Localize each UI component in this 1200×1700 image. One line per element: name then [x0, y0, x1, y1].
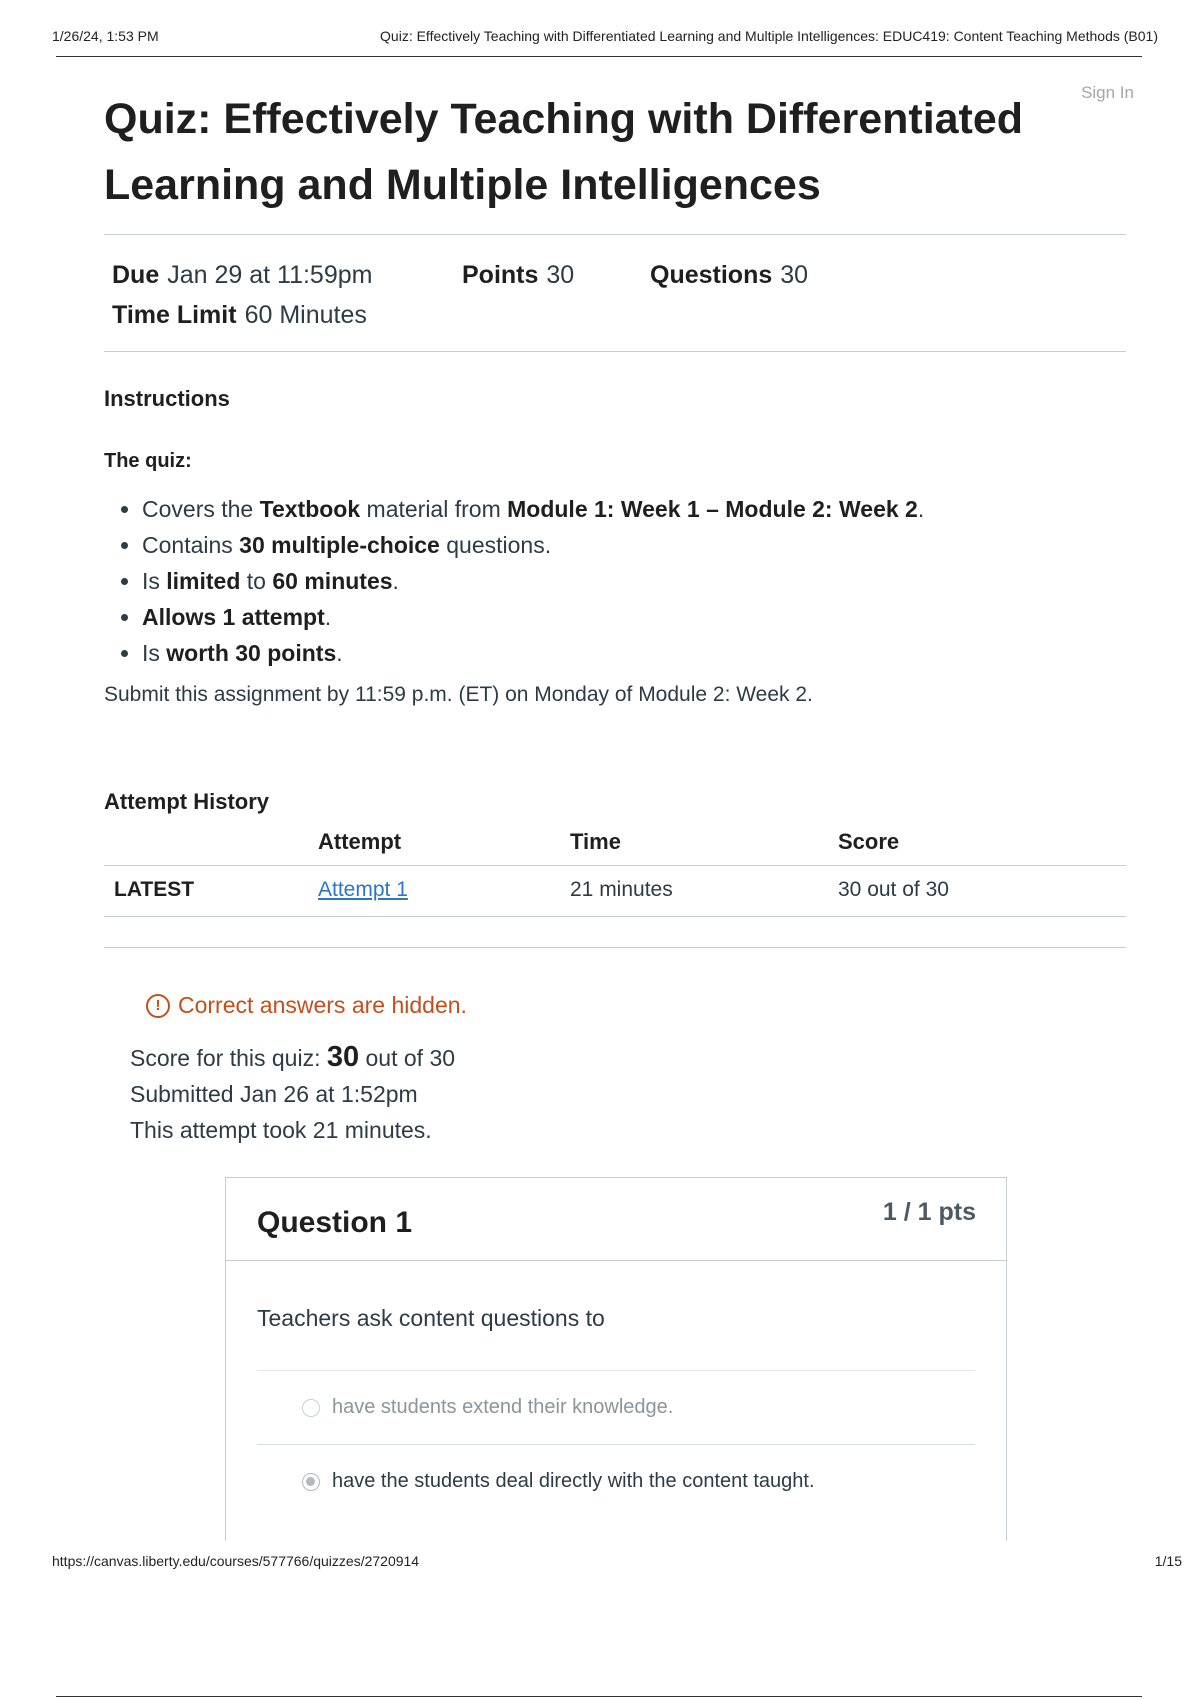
hidden-answers-alert	[146, 992, 1126, 1019]
page-number: 1/15	[1154, 1553, 1182, 1569]
instructions-list	[104, 491, 1126, 671]
question-name: Question 1	[257, 1206, 413, 1239]
alert-text: Correct answers are hidden.	[178, 992, 467, 1018]
list-item: • Allows 1 attempt.	[142, 599, 1126, 635]
score-summary	[130, 1039, 1126, 1148]
answer-option	[257, 1371, 975, 1445]
table-header-row	[104, 829, 1126, 866]
question-card	[225, 1177, 1007, 1541]
radio-selected-icon	[302, 1473, 320, 1491]
attempt-history-heading: Attempt History	[104, 789, 270, 814]
main-content	[104, 86, 1126, 1148]
history-divider	[104, 947, 1126, 948]
question-points: 1 / 1 pts	[882, 1198, 976, 1226]
quiz-score: Score for this quiz: 30 out of 30	[130, 1041, 456, 1073]
list-item: • Contains 30 multiple-choice questions.	[142, 527, 1126, 563]
print-header	[52, 28, 1158, 44]
due-label: Due	[112, 261, 160, 289]
points-info	[462, 255, 650, 295]
meta-divider	[104, 351, 1126, 352]
column-header: Time	[570, 829, 838, 866]
attempt-link[interactable]: Attempt 1	[318, 878, 408, 901]
time-cell: 21 minutes	[570, 866, 838, 917]
score-value: 30	[326, 1041, 360, 1073]
list-item: • Is limited to 60 minutes.	[142, 563, 1126, 599]
questions-info	[650, 255, 808, 295]
list-item: • Is worth 30 points.	[142, 635, 1126, 671]
bottom-divider	[56, 1696, 1142, 1697]
column-header: Attempt	[318, 829, 570, 866]
answer-label: have the students deal directly with the content taught.	[332, 1470, 815, 1492]
quiz-label: The quiz:	[104, 450, 192, 472]
due-value: Jan 29 at 11:59pm	[167, 261, 373, 289]
time-limit-info	[112, 295, 367, 335]
due-info	[112, 255, 462, 295]
page-url: https://canvas.liberty.edu/courses/577766/quizzes/2720914	[52, 1553, 420, 1569]
attempt-history-table	[104, 829, 1126, 917]
header-divider	[56, 56, 1142, 57]
question-header	[226, 1178, 1006, 1261]
submitted-time: Submitted Jan 26 at 1:52pm	[130, 1081, 418, 1107]
print-datetime: 1/26/24, 1:53 PM	[52, 28, 159, 44]
print-page-title: Quiz: Effectively Teaching with Differentiated Learning and Multiple Intelligences: EDUC419: Content Teaching Methods (B01)	[380, 28, 1158, 44]
attempt-cell	[318, 866, 570, 917]
time-limit-value: 60 Minutes	[244, 301, 367, 329]
question-text: Teachers ask content questions to	[257, 1305, 975, 1371]
print-footer	[52, 1553, 1182, 1569]
score-cell: 30 out of 30	[838, 866, 1126, 917]
quiz-meta	[104, 235, 1126, 351]
radio-unselected-icon	[302, 1399, 320, 1417]
attempt-duration: This attempt took 21 minutes.	[130, 1117, 432, 1143]
questions-value: 30	[780, 261, 809, 289]
answer-option	[257, 1445, 975, 1518]
questions-label: Questions	[650, 261, 773, 289]
sign-in-link[interactable]: Sign In	[1081, 83, 1134, 102]
instructions-heading: Instructions	[104, 386, 230, 411]
warning-icon: !	[146, 994, 170, 1018]
latest-tag: LATEST	[104, 866, 318, 917]
points-label: Points	[462, 261, 539, 289]
time-limit-label: Time Limit	[112, 301, 237, 329]
answer-label: have students extend their knowledge.	[332, 1396, 674, 1418]
submit-note: Submit this assignment by 11:59 p.m. (ET) on Monday of Module 2: Week 2.	[104, 683, 813, 706]
list-item: • Covers the Textbook material from Module 1: Week 1 – Module 2: Week 2.	[142, 491, 1126, 527]
column-header: Score	[838, 829, 1126, 866]
points-value: 30	[546, 261, 575, 289]
page-title: Quiz: Effectively Teaching with Differentiated Learning and Multiple Intelligences	[104, 95, 1024, 209]
table-row	[104, 866, 1126, 917]
column-header	[104, 829, 318, 866]
